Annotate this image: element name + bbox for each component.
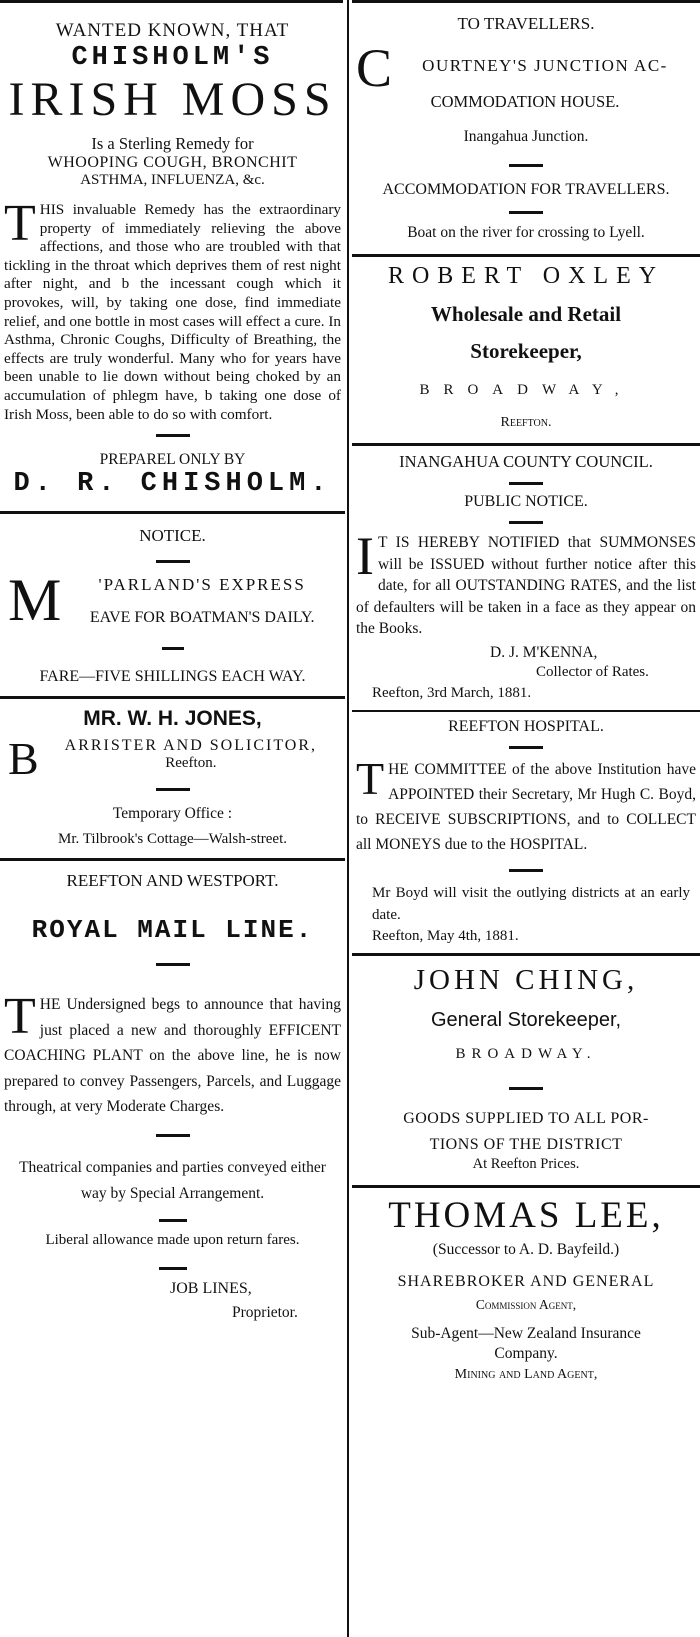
mail-theatre: Theatrical companies and parties conveyed either way by Special Arrangement.	[19, 1158, 326, 1202]
mail-signer-title: Proprietor.	[232, 1303, 298, 1321]
travellers-boat: Boat on the river for crossing to Lyell.	[407, 224, 645, 241]
section-rule	[352, 443, 700, 446]
moss-line6: ASTHMA, INFLUENZA, &c.	[80, 172, 265, 188]
lee-name: THOMAS LEE,	[388, 1194, 664, 1236]
mail-body-text: HE Undersigned begs to announce that having just placed a new and thoroughly EFFICENT COACHING PLANT on the above line, he is now prepared to convey Passengers, Parcels, and Luggage through, at very Moderate Charges.	[4, 996, 341, 1116]
travellers-ad	[352, 14, 700, 242]
oxley-line3: BROADWAY,	[419, 382, 633, 398]
moss-body-text: HIS invaluable Remedy has the extraordinary property of immediately relieving the above affections, and those who are troubled with that tickling in the throat which deprives them of rest night after night, and b the incessant cough which it provokes, will, by taking one dose, find immediate relief, and one bottle in most cases will effect a cure. In Asthma, Chronic Coughs, Difficulty of Breathing, the effects are truly wonderful. Many who for years have been unable to lie down without being choked by an accumulation of phlegm have, b taking one dose of Irish Moss, been able to do so with comfort.	[4, 201, 341, 423]
notice-title: NOTICE.	[139, 526, 206, 546]
divider	[162, 647, 184, 650]
divider	[509, 211, 543, 214]
oxley-name: ROBERT OXLEY	[387, 263, 665, 289]
moss-line2: CHISHOLM'S	[71, 43, 274, 73]
ching-goods1: GOODS SUPPLIED TO ALL POR-	[403, 1109, 649, 1127]
council-title: INANGAHUA COUNTY COUNCIL.	[399, 452, 653, 471]
jones-name: MR. W. H. JONES,	[83, 707, 262, 731]
divider	[159, 1267, 187, 1270]
mail-title: ROYAL MAIL LINE.	[31, 915, 314, 946]
lee-ad	[352, 1194, 700, 1383]
ching-goods2: TIONS OF THE DISTRICT	[429, 1135, 623, 1153]
divider	[509, 746, 543, 749]
divider	[509, 482, 543, 485]
divider	[156, 434, 190, 437]
moss-prepared: PREPAREL ONLY BY	[99, 451, 246, 469]
divider	[156, 1134, 190, 1137]
courtney-block	[356, 38, 694, 112]
lee-line5: Mining and Land Agent,	[454, 1366, 598, 1382]
column-rule	[347, 0, 349, 1637]
divider	[156, 560, 190, 563]
hospital-drop-cap: T	[356, 752, 385, 804]
express-line1: 'PARLAND'S EXPRESS	[98, 575, 306, 595]
council-subtitle: PUBLIC NOTICE.	[464, 493, 588, 510]
section-rule	[352, 1185, 700, 1188]
hospital-ad	[352, 718, 700, 945]
jones-line2: Reefton.	[165, 755, 217, 772]
lee-line4: Company.	[494, 1344, 558, 1362]
hospital-date: Reefton, May 4th, 1881.	[372, 927, 519, 944]
oxley-line1: Wholesale and Retail	[430, 302, 622, 326]
divider	[159, 1219, 187, 1222]
hospital-body	[356, 752, 696, 857]
oxley-line2: Storekeeper,	[470, 339, 582, 363]
council-signer-title: Collector of Rates.	[536, 663, 649, 680]
divider	[509, 869, 543, 872]
left-column	[0, 0, 345, 1322]
divider	[509, 164, 543, 167]
irish-moss-ad	[0, 0, 345, 499]
divider	[509, 1087, 543, 1090]
jones-drop-cap: B	[8, 733, 39, 785]
lee-line1: SHAREBROKER AND GENERAL	[397, 1272, 655, 1290]
jones-ad	[0, 707, 345, 848]
mail-route: REEFTON AND WESTPORT.	[66, 871, 279, 891]
royal-mail-ad	[0, 871, 345, 1322]
jones-line1: ARRISTER AND SOLICITOR,	[64, 737, 318, 755]
divider	[156, 788, 190, 791]
section-rule	[352, 710, 700, 712]
ching-ad	[352, 964, 700, 1173]
mail-signer: JOB LINES,	[170, 1279, 252, 1297]
moss-drop-cap: T	[4, 195, 36, 252]
section-rule	[0, 511, 345, 514]
courtney-line2: COMMODATION HOUSE.	[430, 92, 620, 111]
courtney-line3: Inangahua Junction.	[463, 128, 589, 145]
hospital-body-text: HE COMMITTEE of the above Institution have APPOINTED their Secretary, Mr Hugh C. Boyd, to RECEIVE SUBSCRIPTIONS, and to COLLECT all MONEYS due to the HOSPITAL.	[356, 760, 696, 853]
section-rule	[352, 953, 700, 956]
lee-line2: Commission Agent,	[475, 1296, 577, 1312]
moss-line1: WANTED KNOWN, THAT	[55, 20, 290, 41]
lee-successor: (Successor to A. D. Bayfeild.)	[432, 1240, 620, 1258]
mail-liberal: Liberal allowance made upon return fares.	[45, 1231, 300, 1248]
express-block	[8, 567, 339, 634]
ching-name: JOHN CHING,	[413, 963, 639, 996]
moss-line3: IRISH MOSS	[8, 73, 337, 126]
council-drop-cap: I	[356, 526, 374, 586]
jones-address: Mr. Tilbrook's Cottage—Walsh-street.	[58, 831, 287, 848]
section-rule	[0, 858, 345, 861]
hospital-visit: Mr Boyd will visit the outlying districts at an early date.	[372, 884, 690, 923]
lee-line3: Sub-Agent—New Zealand Insurance	[411, 1324, 641, 1342]
divider	[509, 521, 543, 524]
ching-line1: General Storekeeper,	[430, 1008, 622, 1031]
section-rule	[0, 696, 345, 699]
jones-office: Temporary Office :	[112, 805, 233, 823]
express-drop-cap: M	[8, 567, 62, 634]
notice-ad	[0, 526, 345, 686]
notice-fare: FARE—FIVE SHILLINGS EACH WAY.	[39, 668, 306, 686]
right-column	[352, 0, 700, 1383]
mail-drop-cap: T	[4, 988, 36, 1046]
council-body-text: T IS HEREBY NOTIFIED that SUMMONSES will be ISSUED without further notice after this date, for all OUTSTANDING RATES, and the list of defaulters will be taken in a face as they appear on the Books.	[356, 534, 696, 637]
moss-line4: Is a Sterling Remedy for	[91, 134, 254, 153]
mail-body	[4, 988, 341, 1120]
council-body	[356, 526, 696, 640]
travellers-accom: ACCOMMODATION FOR TRAVELLERS.	[382, 181, 670, 198]
oxley-ad	[352, 263, 700, 431]
divider	[156, 963, 190, 966]
travellers-title: TO TRAVELLERS.	[457, 14, 595, 33]
ching-line2: BROADWAY.	[455, 1045, 597, 1062]
council-ad	[352, 452, 700, 702]
oxley-line4: Reefton.	[500, 415, 552, 430]
council-date: Reefton, 3rd March, 1881.	[372, 684, 532, 701]
moss-body	[4, 195, 341, 424]
council-signer: D. J. M'KENNA,	[490, 643, 598, 661]
section-rule	[352, 254, 700, 257]
hospital-title: REEFTON HOSPITAL.	[448, 717, 604, 735]
moss-maker: D. R. CHISHOLM.	[13, 469, 332, 500]
courtney-drop-cap: C	[356, 38, 393, 98]
jones-block	[8, 733, 339, 785]
express-line2: EAVE FOR BOATMAN'S DAILY.	[89, 609, 315, 627]
courtney-line1: OURTNEY'S JUNCTION AC-	[422, 56, 668, 75]
ching-goods3: At Reefton Prices.	[472, 1155, 580, 1172]
moss-line5: WHOOPING COUGH, BRONCHIT	[47, 154, 298, 171]
